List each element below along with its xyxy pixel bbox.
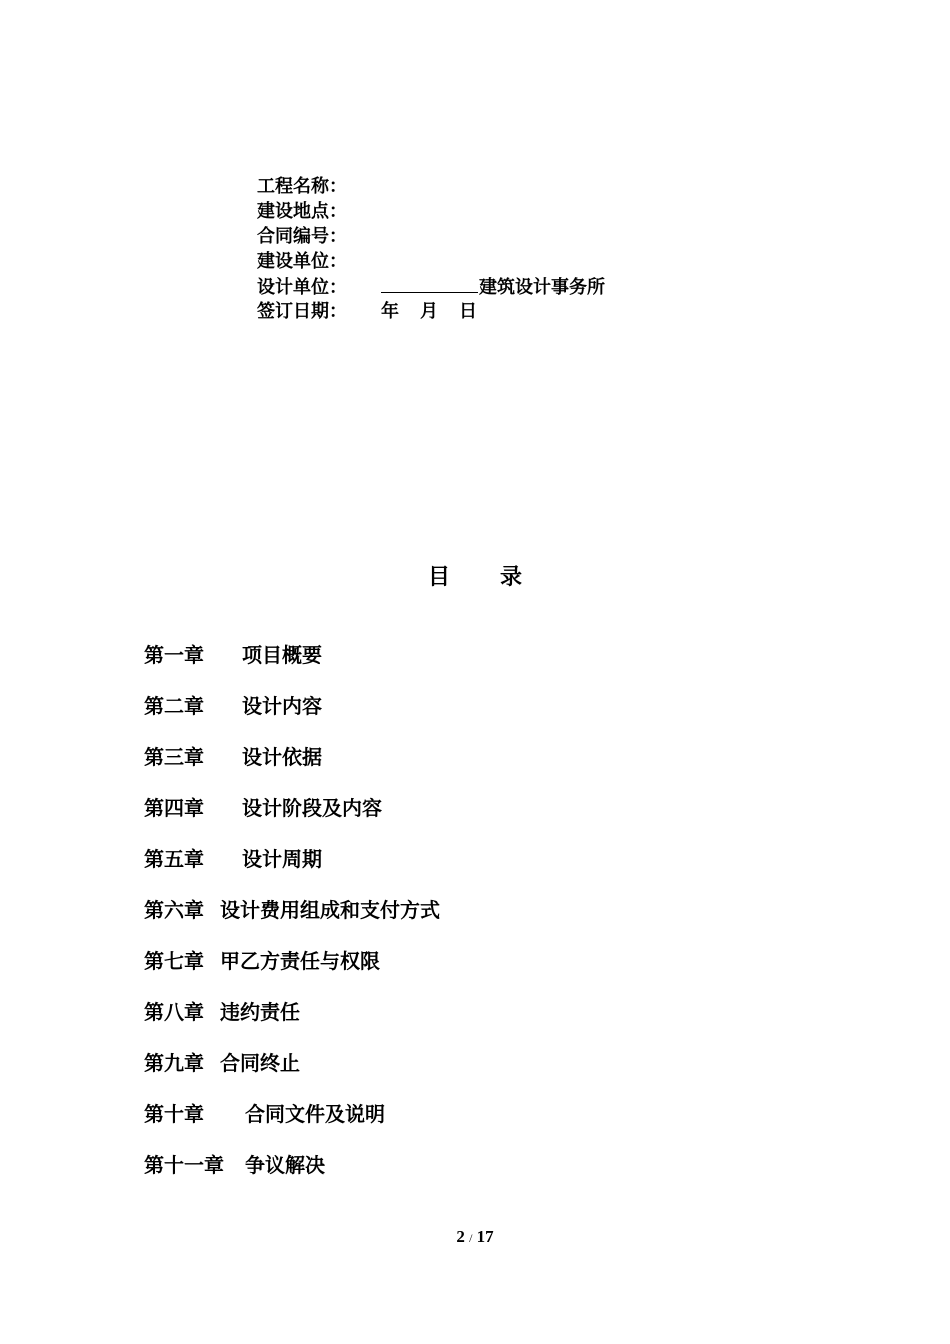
contract-number-label: 合同编号： [257,226,347,247]
toc-item [144,1048,440,1099]
toc-item-title: 合同终止 [220,1051,300,1075]
toc-item [144,1099,440,1150]
year-label: 年 [381,301,399,322]
project-name-label: 工程名称： [257,176,347,197]
toc-title-char-1: 目 [427,565,450,590]
toc-item [144,946,440,997]
toc-title [0,560,950,591]
toc-item-number: 第八章 [144,1000,204,1024]
toc-item [144,997,440,1048]
toc-item-number: 第四章 [144,796,204,820]
toc-item [144,742,440,793]
toc-item-number: 第十一章 [144,1153,224,1177]
toc-item-title: 违约责任 [220,1000,300,1024]
toc-item [144,691,440,742]
designer-row [257,274,605,299]
toc-item-title: 设计依据 [242,745,322,769]
toc-item-number: 第七章 [144,949,204,973]
toc-item-number: 第三章 [144,745,204,769]
location-label: 建设地点： [257,201,347,222]
project-name-row [257,174,605,199]
toc-item-title: 项目概要 [242,643,322,667]
toc-item-title: 甲乙方责任与权限 [220,949,380,973]
designer-label: 设计单位： [257,277,347,298]
current-page: 2 [456,1227,465,1246]
toc-item-title: 设计阶段及内容 [242,796,382,820]
toc-list [144,640,440,1201]
sign-date-label: 签订日期： [257,301,347,322]
day-label: 日 [459,301,477,322]
toc-item-number: 第五章 [144,847,204,871]
toc-item-title: 设计内容 [242,694,322,718]
total-pages: 17 [476,1227,494,1246]
toc-title-char-2: 录 [500,565,523,590]
toc-item [144,895,440,946]
toc-item-number: 第九章 [144,1051,204,1075]
toc-item-number: 第六章 [144,898,204,922]
contract-number-row [257,224,605,249]
toc-item-number: 第一章 [144,643,204,667]
toc-item-title: 设计周期 [242,847,322,871]
toc-item [144,1150,440,1201]
page-separator: / [469,1231,473,1245]
toc-item-number: 第二章 [144,694,204,718]
month-label: 月 [420,301,438,322]
toc-item-number: 第十章 [144,1102,204,1126]
toc-item [144,640,440,691]
location-row [257,199,605,224]
page-number [0,1227,950,1247]
designer-blank-line [381,274,478,293]
toc-item-title: 合同文件及说明 [245,1102,385,1126]
sign-date-row [257,299,605,324]
contract-info-block [257,174,605,324]
toc-item-title: 争议解决 [245,1153,325,1177]
toc-item [144,793,440,844]
client-label: 建设单位： [257,251,347,272]
toc-item [144,844,440,895]
toc-item-title: 设计费用组成和支付方式 [220,898,440,922]
client-row [257,249,605,274]
designer-value: 建筑设计事务所 [479,277,605,298]
